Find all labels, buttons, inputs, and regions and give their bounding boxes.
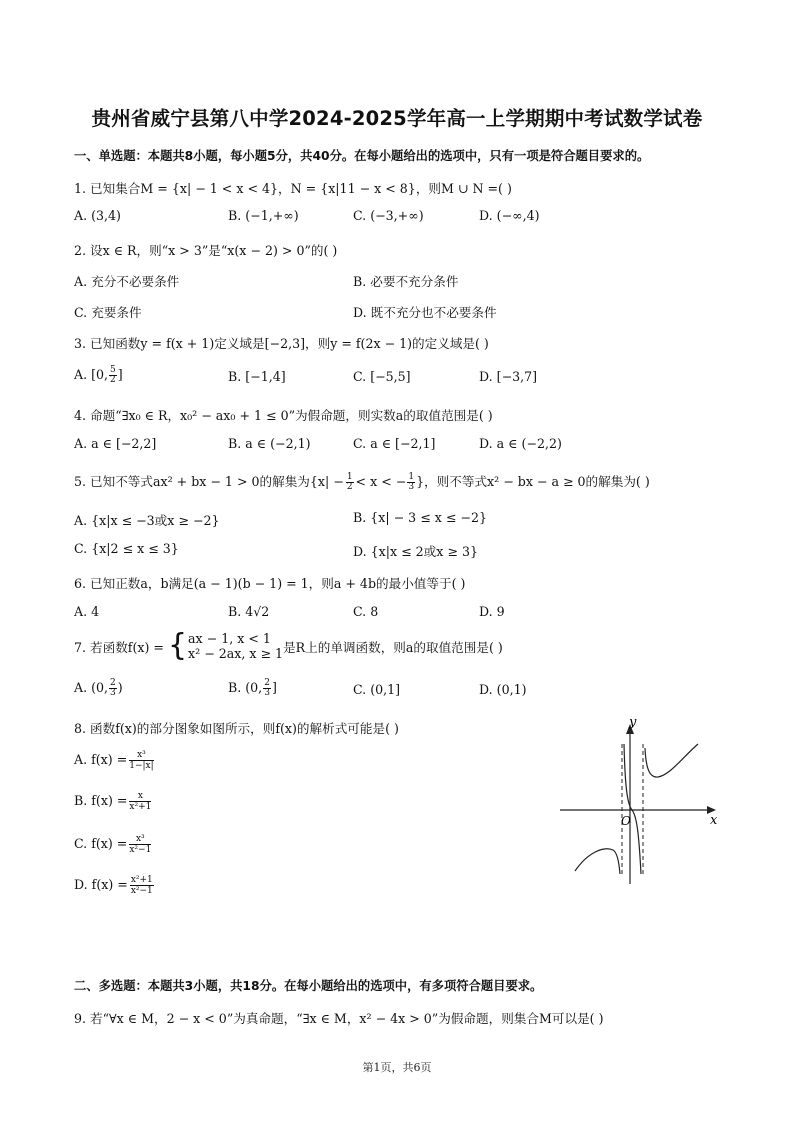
- function-graph: [558, 714, 724, 886]
- q8-b-numerator: x: [129, 791, 151, 802]
- q5-fraction-1-den: 2: [346, 482, 353, 492]
- question-4-option-a: A. a ∈ [−2,2]: [74, 436, 157, 451]
- curve-left-branch: [575, 849, 620, 874]
- q8-a-denominator: 1−|x|: [129, 761, 154, 771]
- q8-b-prefix: B. f(x) =: [74, 793, 128, 808]
- q7-stem-post: 是R上的单调函数，则a的取值范围是( ): [283, 639, 503, 655]
- section-header-single-choice: 一、单选题：本题共8小题，每小题5分，共40分。在每小题给出的选项中，只有一项是符合题目要求的。: [74, 149, 650, 163]
- question-2-option-d: D. 既不充分也不必要条件: [353, 305, 497, 320]
- page-footer: 第1页，共6页: [362, 1061, 432, 1074]
- question-1-option-b: B. (−1,+∞): [228, 208, 299, 223]
- q7-a-denominator: 3: [110, 688, 116, 698]
- q3-a-numerator: 5: [110, 365, 116, 375]
- q8-d-prefix: D. f(x) =: [74, 877, 128, 892]
- q5-fraction-1-num: 1: [346, 472, 353, 482]
- q8-d-denominator: x²−1: [130, 886, 153, 896]
- q8-d-fraction: [130, 875, 154, 896]
- curve-middle-branch: [624, 744, 641, 874]
- q7-piecewise: [188, 631, 283, 661]
- q8-a-prefix: A. f(x) =: [74, 752, 128, 767]
- q3-a-fraction: [109, 366, 117, 385]
- curve-right-branch: [645, 744, 698, 777]
- question-2-option-b: B. 必要不充分条件: [353, 274, 459, 289]
- q7-a-prefix: A. (0,: [74, 680, 109, 695]
- q5-stem-mid: < x < −: [355, 474, 407, 489]
- origin-label: O: [621, 814, 631, 828]
- question-5-option-d: D. {x|x ≤ 2或x ≥ 3}: [353, 544, 478, 559]
- question-5-option-b: B. {x| − 3 ≤ x ≤ −2}: [353, 510, 487, 525]
- question-4-option-b: B. a ∈ (−2,1): [228, 436, 311, 451]
- question-8-option-d: [74, 875, 156, 896]
- question-3-option-b: B. [−1,4]: [228, 369, 286, 384]
- q7-b-fraction: [263, 679, 271, 698]
- question-2-option-c: C. 充要条件: [74, 305, 142, 320]
- q3-a-denominator: 2: [110, 375, 116, 385]
- y-axis-label: y: [629, 715, 637, 730]
- question-5-option-a: A. {x|x ≤ −3或x ≥ −2}: [74, 513, 220, 528]
- q7-piece-2: x² − 2ax, x ≥ 1: [188, 646, 284, 661]
- question-6-option-d: D. 9: [479, 604, 505, 619]
- q8-c-prefix: C. f(x) =: [74, 836, 128, 851]
- q8-c-denominator: x²−1: [129, 845, 152, 855]
- q5-fraction-2-num: 1: [408, 472, 415, 482]
- question-6-option-b: B. 4√2: [228, 604, 270, 619]
- x-axis-label: x: [710, 813, 718, 828]
- question-9-stem: 9. 若“∀x ∈ M，2 − x < 0”为真命题，“∃x ∈ M，x² − 4x > 0”为假命题，则集合M可以是( ): [74, 1011, 604, 1026]
- question-7-option-b: [228, 679, 277, 698]
- q7-b-suffix: ]: [271, 680, 277, 695]
- q5-fraction-2-den: 3: [408, 482, 415, 492]
- question-1-option-d: D. (−∞,4): [479, 208, 540, 223]
- question-7-option-a: [74, 679, 123, 698]
- question-2-stem: 2. 设x ∈ R，则“x > 3”是“x(x − 2) > 0”的( ): [74, 243, 338, 258]
- question-4-option-c: C. a ∈ [−2,1]: [353, 436, 436, 451]
- question-1-stem: 1. 已知集合M = {x| − 1 < x < 4}，N = {x|11 − x < 8}，则M ∪ N =( ): [74, 181, 512, 196]
- question-6-option-a: A. 4: [74, 604, 100, 619]
- q3-a-prefix: A. [0,: [74, 367, 109, 382]
- question-3-option-c: C. [−5,5]: [353, 369, 411, 384]
- question-8-option-c: [74, 834, 153, 855]
- question-6-stem: 6. 已知正数a，b满足(a − 1)(b − 1) = 1，则a + 4b的最小值等于( ): [74, 576, 466, 591]
- q5-stem-post: }，则不等式x² − bx − a ≥ 0的解集为( ): [416, 474, 650, 489]
- q5-stem-pre: 5. 已知不等式ax² + bx − 1 > 0的解集为{x| −: [74, 474, 344, 489]
- question-3-option-a: [74, 366, 123, 385]
- q7-a-fraction: [109, 679, 117, 698]
- q8-d-numerator: x²+1: [130, 875, 153, 885]
- question-7-option-c: C. (0,1]: [353, 682, 401, 697]
- q8-b-fraction: [129, 791, 151, 812]
- question-6-option-c: C. 8: [353, 604, 379, 619]
- q7-b-prefix: B. (0,: [228, 680, 263, 695]
- question-3-option-d: D. [−3,7]: [479, 369, 538, 384]
- question-4-option-d: D. a ∈ (−2,2): [479, 436, 562, 451]
- q3-a-suffix: ]: [117, 367, 123, 382]
- q7-a-numerator: 2: [110, 678, 116, 688]
- q7-b-denominator: 3: [264, 688, 270, 698]
- question-2-option-a: A. 充分不必要条件: [74, 274, 180, 289]
- q8-b-denominator: x²+1: [129, 802, 152, 812]
- q7-piece-1: ax − 1, x < 1: [188, 631, 271, 646]
- question-4-stem: 4. 命题“∃x₀ ∈ R，x₀² − ax₀ + 1 ≤ 0”为假命题，则实数a的取值范围是( ): [74, 408, 493, 423]
- question-7-option-d: D. (0,1): [479, 682, 527, 697]
- q7-stem-pre: 7. 若函数f(x) =: [74, 639, 164, 655]
- exam-title: 贵州省威宁县第八中学2024-2025学年高一上学期期中考试数学试卷: [91, 107, 703, 130]
- question-7-stem: [74, 628, 503, 663]
- question-8-option-b: [74, 791, 153, 812]
- question-8-option-a: [74, 750, 156, 771]
- question-1-option-a: A. (3,4): [74, 208, 121, 223]
- q5-fraction-1: [346, 473, 354, 492]
- q8-a-numerator: x³: [129, 750, 153, 761]
- q7-brace: {: [167, 628, 188, 663]
- q8-a-fraction: [129, 750, 153, 771]
- q8-c-numerator: x³: [129, 834, 151, 845]
- section-header-multiple-choice: 二、多选题：本题共3小题，共18分。在每小题给出的选项中，有多项符合题目要求。: [74, 979, 543, 993]
- q8-c-fraction: [129, 834, 151, 855]
- question-1-option-c: C. (−3,+∞): [353, 208, 424, 223]
- question-5-option-c: C. {x|2 ≤ x ≤ 3}: [74, 541, 179, 556]
- q7-b-numerator: 2: [264, 678, 270, 688]
- q7-a-suffix: ): [117, 680, 123, 695]
- question-5-stem: [74, 471, 650, 492]
- q5-fraction-2: [407, 473, 415, 492]
- question-8-stem: 8. 函数f(x)的部分图象如图所示，则f(x)的解析式可能是( ): [74, 721, 399, 736]
- question-3-stem: 3. 已知函数y = f(x + 1)定义域是[−2,3]，则y = f(2x − 1)的定义域是( ): [74, 336, 489, 351]
